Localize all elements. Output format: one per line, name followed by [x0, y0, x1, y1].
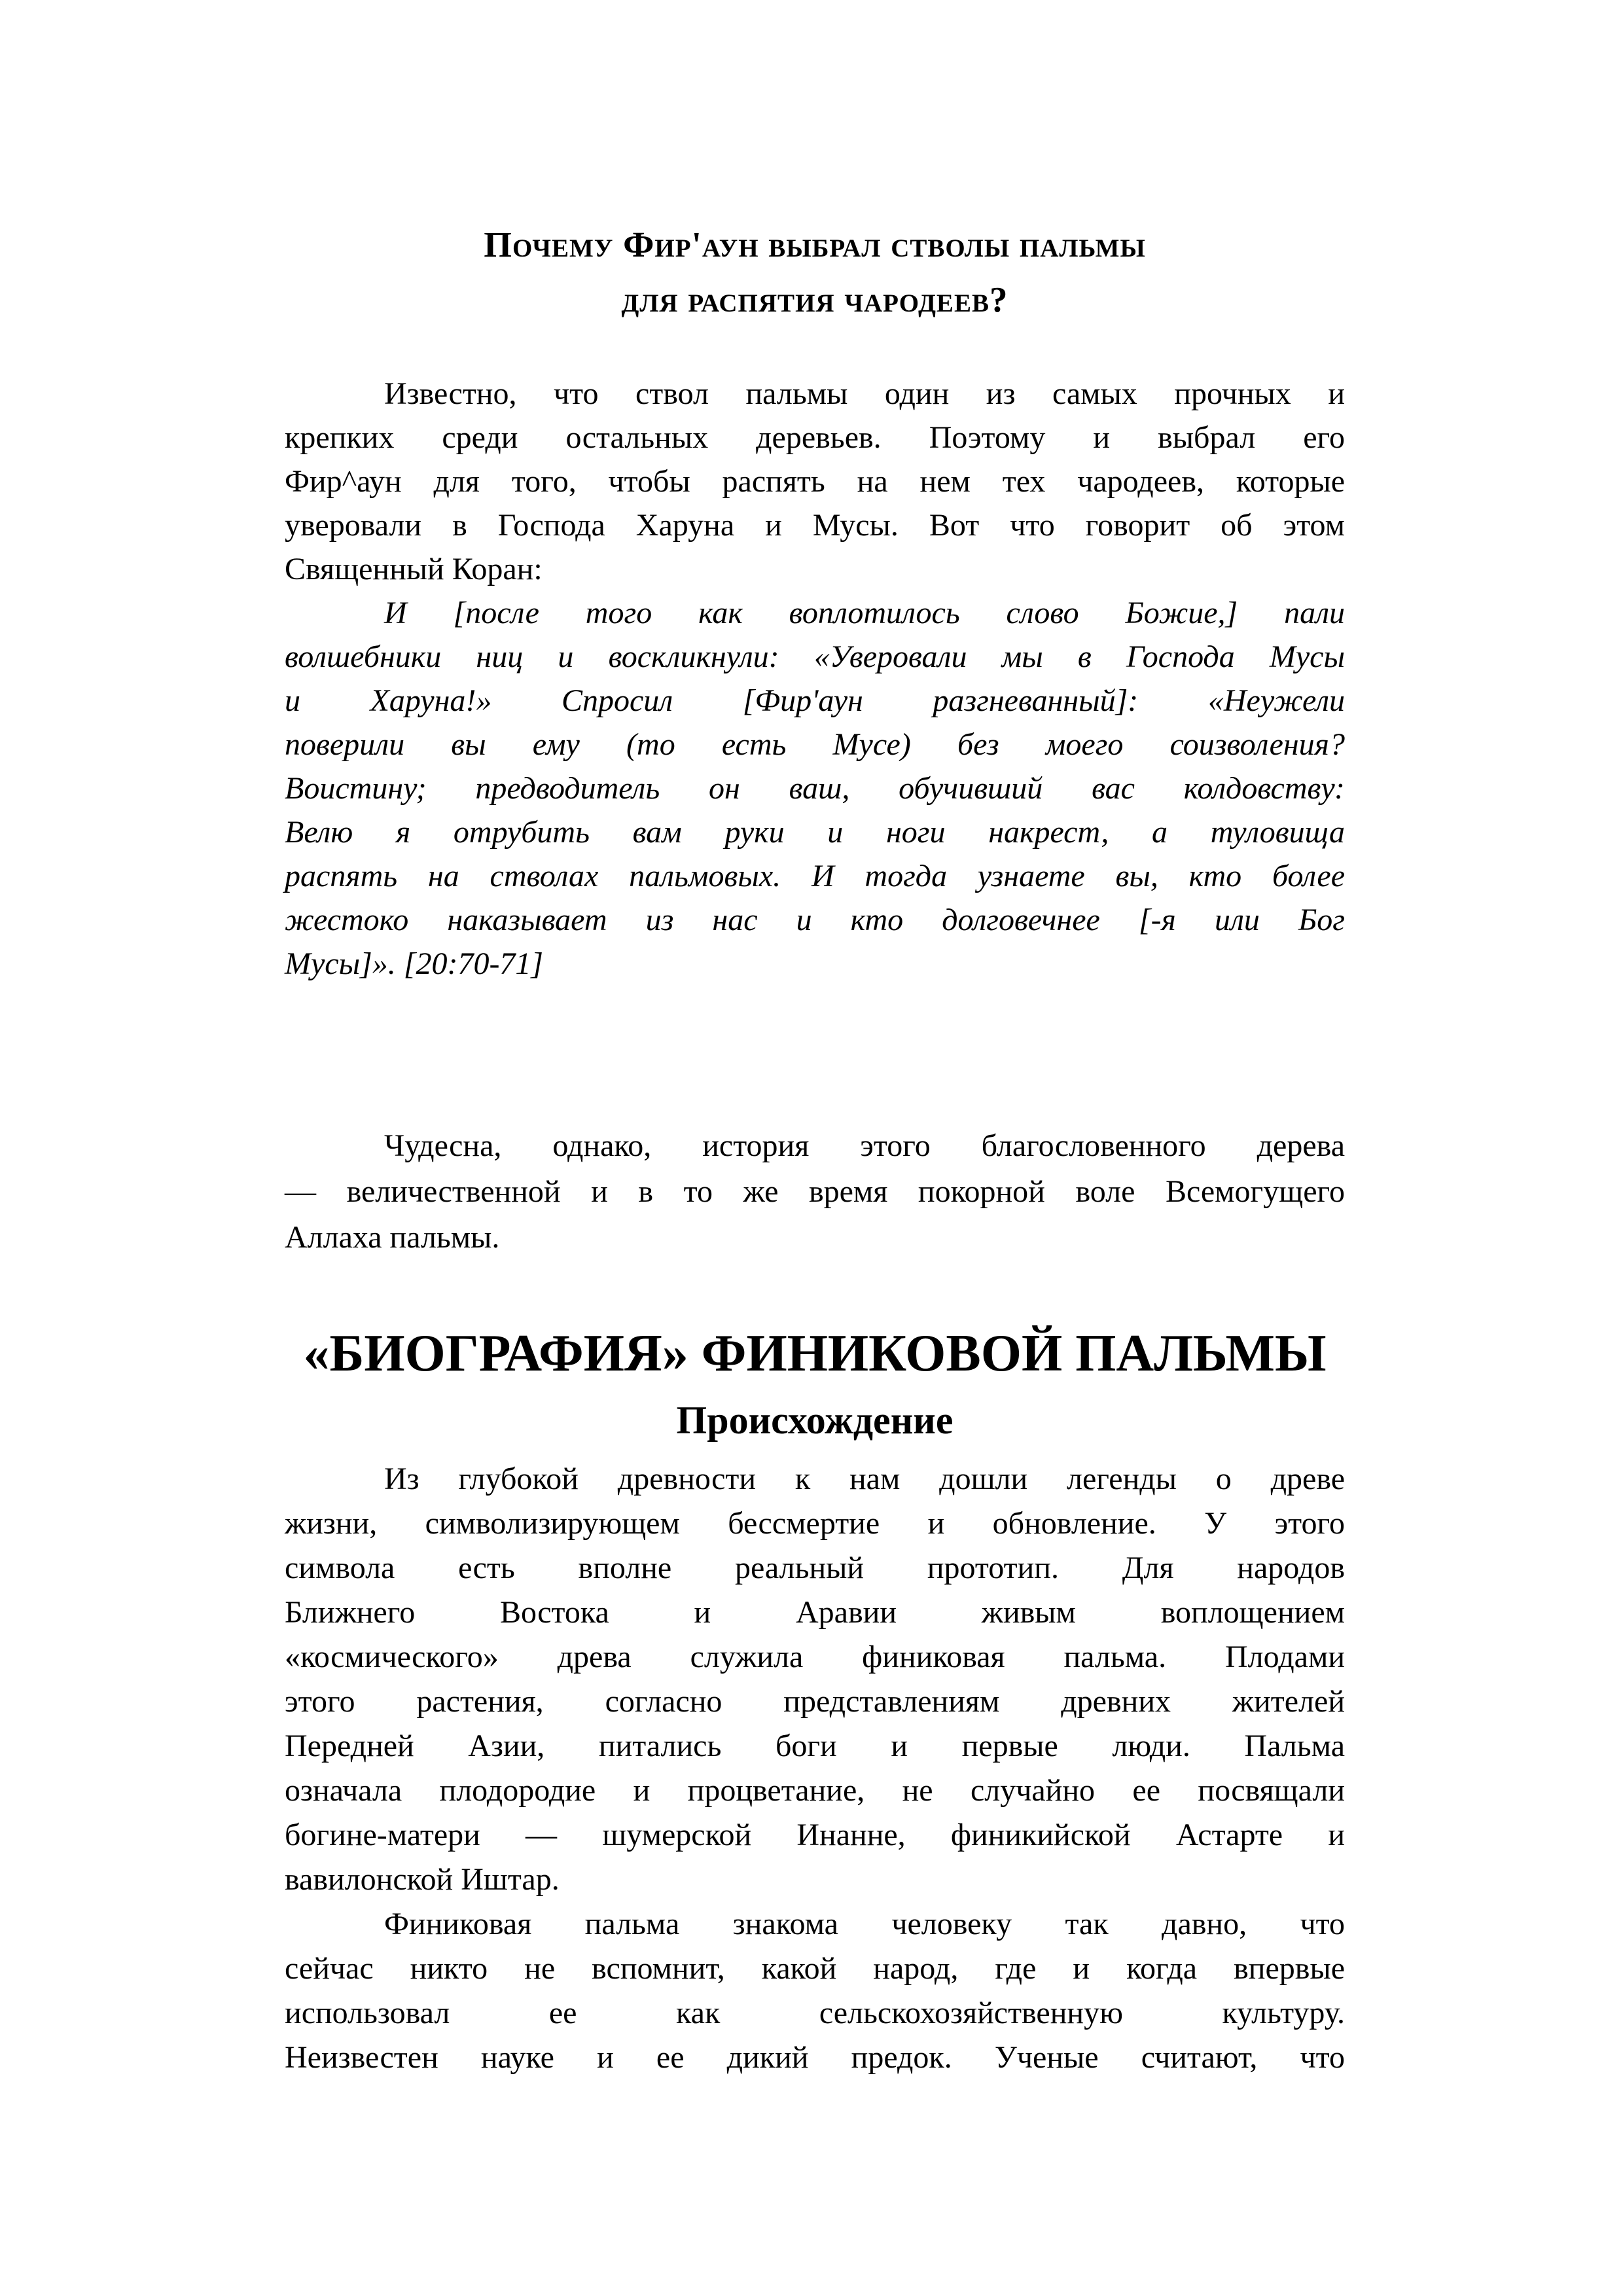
text-line: Фир^аун для того, чтобы распять на нем тех чародеев, которые — [285, 464, 1345, 499]
text-line: Известно, что ствол пальмы один из самых прочных и — [384, 376, 1345, 411]
paragraph-wonder — [285, 1123, 1345, 1261]
text-line: жизни, символизирующем бессмертие и обновление. У этого — [285, 1506, 1345, 1541]
text-line: Финиковая пальма знакома человеку так давно, что — [384, 1907, 1345, 1941]
paragraph-origin-2 — [285, 1902, 1345, 2080]
text-line: Воистину; предводитель он ваш, обучивший вас колдовству: — [285, 771, 1345, 806]
text-line: уверовали в Господа Харуна и Мусы. Вот что говорит об этом — [285, 508, 1345, 543]
text-line: означала плодородие и процветание, не случайно ее посвящали — [285, 1773, 1345, 1808]
text-line: волшебники ниц и воскликнули: «Уверовали мы в Господа Мусы — [285, 639, 1345, 674]
page-title-line-2: для распятия чародеев? — [621, 279, 1008, 319]
text-line: крепких среди остальных деревьев. Поэтому и выбрал его — [285, 420, 1345, 455]
paragraph-origin-1 — [285, 1457, 1345, 1902]
text-line: Чудесна, однако, история этого благословенного дерева — [384, 1128, 1345, 1163]
text-line: Передней Азии, питались боги и первые люди. Пальма — [285, 1729, 1345, 1763]
text-line: Аллаха пальмы. — [285, 1220, 500, 1255]
text-line: богине-матери — шумерской Инанне, финикийской Астарте и — [285, 1818, 1345, 1852]
text-line: вавилонской Иштар. — [285, 1862, 560, 1897]
text-line: символа есть вполне реальный прототип. Для народов — [285, 1551, 1345, 1585]
text-line: Ближнего Востока и Аравии живым воплощением — [285, 1595, 1345, 1630]
text-line: Неизвестен науке и ее дикий предок. Ученые считают, что — [285, 2040, 1345, 2075]
text-line: использовал ее как сельскохозяйственную культуру. — [285, 1996, 1345, 2030]
paragraph-quran-quote — [285, 591, 1345, 986]
text-line: этого растения, согласно представлениям древних жителей — [285, 1684, 1345, 1719]
section-subheading-origin: Происхождение — [676, 1399, 954, 1442]
text-line: жестоко наказывает из нас и кто долговечнее [-я или Бог — [285, 903, 1345, 937]
text-line: Велю я отрубить вам руки и ноги накрест, а туловища — [285, 815, 1345, 850]
page-title — [285, 217, 1345, 327]
paragraph-intro — [285, 372, 1345, 591]
text-line: и Харуна!» Спросил [Фир'аун разгневанный]: «Неужели — [285, 683, 1345, 718]
text-line: И [после того как воплотилось слово Божие,] пали — [384, 596, 1345, 630]
text-line: Священный Коран: — [285, 552, 543, 586]
text-line: — величественной и в то же время покорной воле Всемогущего — [285, 1174, 1345, 1209]
text-line: «космического» древа служила финиковая пальма. Плодами — [285, 1640, 1345, 1674]
text-line: распять на стволах пальмовых. И тогда узнаете вы, кто более — [285, 859, 1345, 893]
text-line: поверили вы ему (то есть Мусе) без моего соизволения? — [285, 727, 1345, 762]
text-line: сейчас никто не вспомнит, какой народ, где и когда впервые — [285, 1951, 1345, 1986]
text-line: Мусы]». [20:70-71] — [285, 946, 544, 981]
text-line: Из глубокой древности к нам дошли легенды о древе — [384, 1462, 1345, 1496]
section-heading-biography: «БИОГРАФИЯ» ФИНИКОВОЙ ПАЛЬМЫ — [303, 1325, 1327, 1382]
page-title-line-1: Почему Фир'аун выбрал стволы пальмы — [484, 224, 1146, 264]
